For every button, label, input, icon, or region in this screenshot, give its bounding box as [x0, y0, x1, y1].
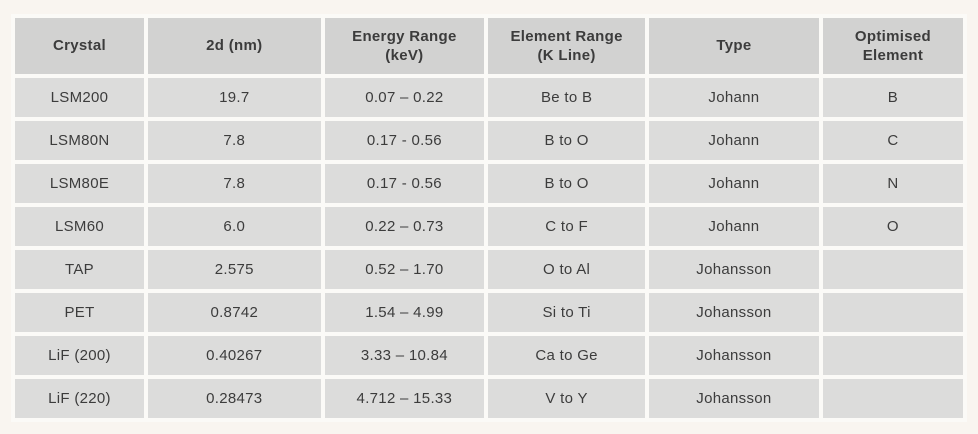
cell-2d-nm: 2.575: [148, 250, 321, 289]
table-row: [15, 250, 963, 289]
cell-2d-nm: 7.8: [148, 121, 321, 160]
column-header-crystal: [15, 18, 144, 74]
table-row: [15, 336, 963, 375]
cell-type: Johann: [649, 121, 819, 160]
cell-energy-range: 3.33 – 10.84: [325, 336, 485, 375]
column-header-label: Element Range: [510, 27, 623, 45]
cell-2d-nm: 19.7: [148, 78, 321, 117]
cell-crystal: LiF (220): [15, 379, 144, 418]
cell-optimised-element: B: [823, 78, 963, 117]
cell-optimised-element: C: [823, 121, 963, 160]
cell-crystal: LSM80E: [15, 164, 144, 203]
cell-crystal: LSM60: [15, 207, 144, 246]
cell-element-range: Be to B: [488, 78, 645, 117]
table-row: [15, 293, 963, 332]
cell-optimised-element: [823, 379, 963, 418]
cell-optimised-element: [823, 336, 963, 375]
cell-crystal: LSM80N: [15, 121, 144, 160]
cell-crystal: LiF (200): [15, 336, 144, 375]
cell-2d-nm: 7.8: [148, 164, 321, 203]
cell-element-range: C to F: [488, 207, 645, 246]
column-header-element-range: [488, 18, 645, 74]
table-header: [15, 18, 963, 74]
column-header-label: (keV): [385, 47, 424, 64]
cell-optimised-element: O: [823, 207, 963, 246]
cell-type: Johansson: [649, 293, 819, 332]
table-row: [15, 207, 963, 246]
cell-type: Johansson: [649, 379, 819, 418]
cell-energy-range: 0.52 – 1.70: [325, 250, 485, 289]
column-header-label: (K Line): [537, 47, 596, 64]
cell-type: Johann: [649, 164, 819, 203]
cell-crystal: TAP: [15, 250, 144, 289]
column-header-label: 2d (nm): [206, 37, 263, 55]
column-header-optimised-element: [823, 18, 963, 74]
cell-type: Johann: [649, 78, 819, 117]
cell-2d-nm: 0.40267: [148, 336, 321, 375]
column-header-type: [649, 18, 819, 74]
column-header-label: Energy Range: [352, 27, 457, 45]
table-row: [15, 379, 963, 418]
cell-energy-range: 0.17 - 0.56: [325, 164, 485, 203]
cell-crystal: LSM200: [15, 78, 144, 117]
cell-type: Johansson: [649, 336, 819, 375]
cell-2d-nm: 6.0: [148, 207, 321, 246]
table-row: [15, 78, 963, 117]
cell-energy-range: 0.17 - 0.56: [325, 121, 485, 160]
column-header-label: Optimised: [854, 27, 931, 45]
cell-optimised-element: N: [823, 164, 963, 203]
column-header-2d-nm: [148, 18, 321, 74]
cell-energy-range: 0.07 – 0.22: [325, 78, 485, 117]
cell-crystal: PET: [15, 293, 144, 332]
cell-type: Johansson: [649, 250, 819, 289]
cell-optimised-element: [823, 293, 963, 332]
table-row: [15, 164, 963, 203]
cell-2d-nm: 0.8742: [148, 293, 321, 332]
table-body: [15, 78, 963, 418]
cell-element-range: B to O: [488, 121, 645, 160]
cell-element-range: Ca to Ge: [488, 336, 645, 375]
column-header-label: Element: [862, 47, 924, 64]
cell-optimised-element: [823, 250, 963, 289]
cell-energy-range: 4.712 – 15.33: [325, 379, 485, 418]
cell-element-range: Si to Ti: [488, 293, 645, 332]
crystal-spec-table: [11, 14, 967, 422]
cell-type: Johann: [649, 207, 819, 246]
cell-energy-range: 0.22 – 0.73: [325, 207, 485, 246]
cell-2d-nm: 0.28473: [148, 379, 321, 418]
table-row: [15, 121, 963, 160]
column-header-label: Crystal: [53, 37, 106, 55]
column-header-energy-range: [325, 18, 485, 74]
column-header-label: Type: [716, 37, 752, 55]
cell-element-range: B to O: [488, 164, 645, 203]
cell-element-range: O to Al: [488, 250, 645, 289]
cell-element-range: V to Y: [488, 379, 645, 418]
cell-energy-range: 1.54 – 4.99: [325, 293, 485, 332]
header-row: [15, 18, 963, 74]
